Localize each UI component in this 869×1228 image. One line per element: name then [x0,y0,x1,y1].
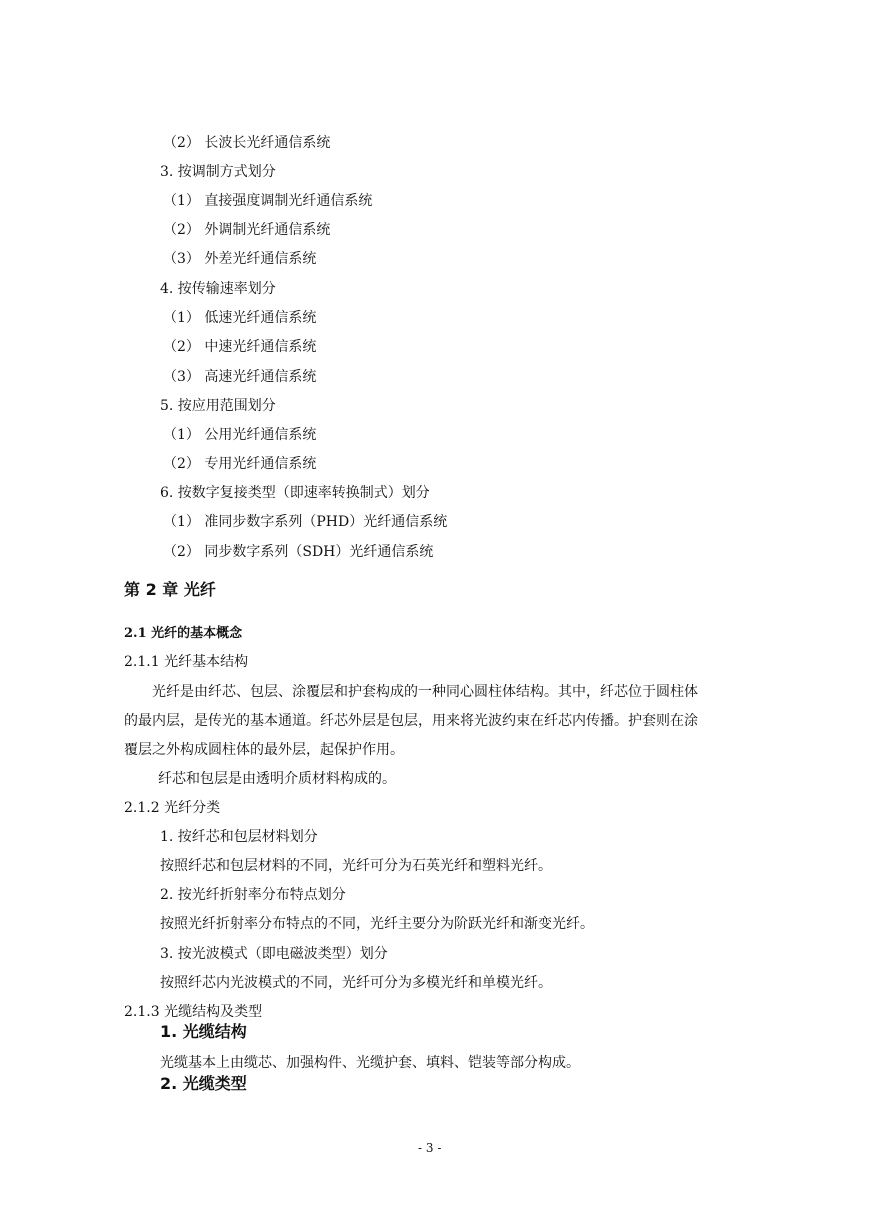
page-number: - 3 - [418,1141,442,1155]
list-item: （2） 专用光纤通信系统 [163,456,317,472]
class-heading: 2. 按光纤折射率分布特点划分 [160,887,346,903]
list-heading: 6. 按数字复接类型（即速率转换制式）划分 [160,485,430,501]
list-item: （1） 低速光纤通信系统 [163,310,317,326]
paragraph-line: 覆层之外构成圆柱体的最外层，起保护作用。 [124,742,404,758]
class-text: 按照纤芯和包层材料的不同，光纤可分为石英光纤和塑料光纤。 [160,858,552,874]
list-item: （2） 中速光纤通信系统 [163,339,317,355]
cable-type-heading: 2. 光缆类型 [160,1074,247,1093]
chapter-title: 第 2 章 光纤 [124,580,216,599]
paragraph-line: 光纤是由纤芯、包层、涂覆层和护套构成的一种同心圆柱体结构。其中，纤芯位于圆柱体 [152,684,698,700]
list-item: （1） 公用光纤通信系统 [163,427,317,443]
class-heading: 3. 按光波模式（即电磁波类型）划分 [160,946,388,962]
list-item: （1） 直接强度调制光纤通信系统 [163,193,373,209]
cable-structure-heading: 1. 光缆结构 [160,1022,247,1041]
subsection-title: 2.1.2 光纤分类 [124,800,221,816]
cable-structure-text: 光缆基本上由缆芯、加强构件、光缆护套、填料、铠装等部分构成。 [160,1055,580,1071]
list-item: （2） 外调制光纤通信系统 [163,222,331,238]
paragraph: 纤芯和包层是由透明介质材料构成的。 [158,771,396,787]
list-heading: 5. 按应用范围划分 [160,398,276,414]
list-heading: 3. 按调制方式划分 [160,164,276,180]
list-item: （2） 长波长光纤通信系统 [163,135,331,151]
list-item: （2） 同步数字系列（SDH）光纤通信系统 [163,544,434,560]
subsection-title: 2.1.3 光缆结构及类型 [124,1004,263,1020]
class-heading: 1. 按纤芯和包层材料划分 [160,829,318,845]
list-item: （1） 准同步数字系列（PHD）光纤通信系统 [163,514,448,530]
paragraph-line: 的最内层，是传光的基本通道。纤芯外层是包层，用来将光波约束在纤芯内传播。护套则在涂 [124,713,698,729]
list-item: （3） 外差光纤通信系统 [163,251,317,267]
section-title: 2.1 光纤的基本概念 [124,626,243,641]
class-text: 按照纤芯内光波模式的不同，光纤可分为多模光纤和单模光纤。 [160,975,552,991]
list-item: （3） 高速光纤通信系统 [163,369,317,385]
class-text: 按照光纤折射率分布特点的不同，光纤主要分为阶跃光纤和渐变光纤。 [160,916,594,932]
list-heading: 4. 按传输速率划分 [160,281,276,297]
subsection-title: 2.1.1 光纤基本结构 [124,654,249,670]
